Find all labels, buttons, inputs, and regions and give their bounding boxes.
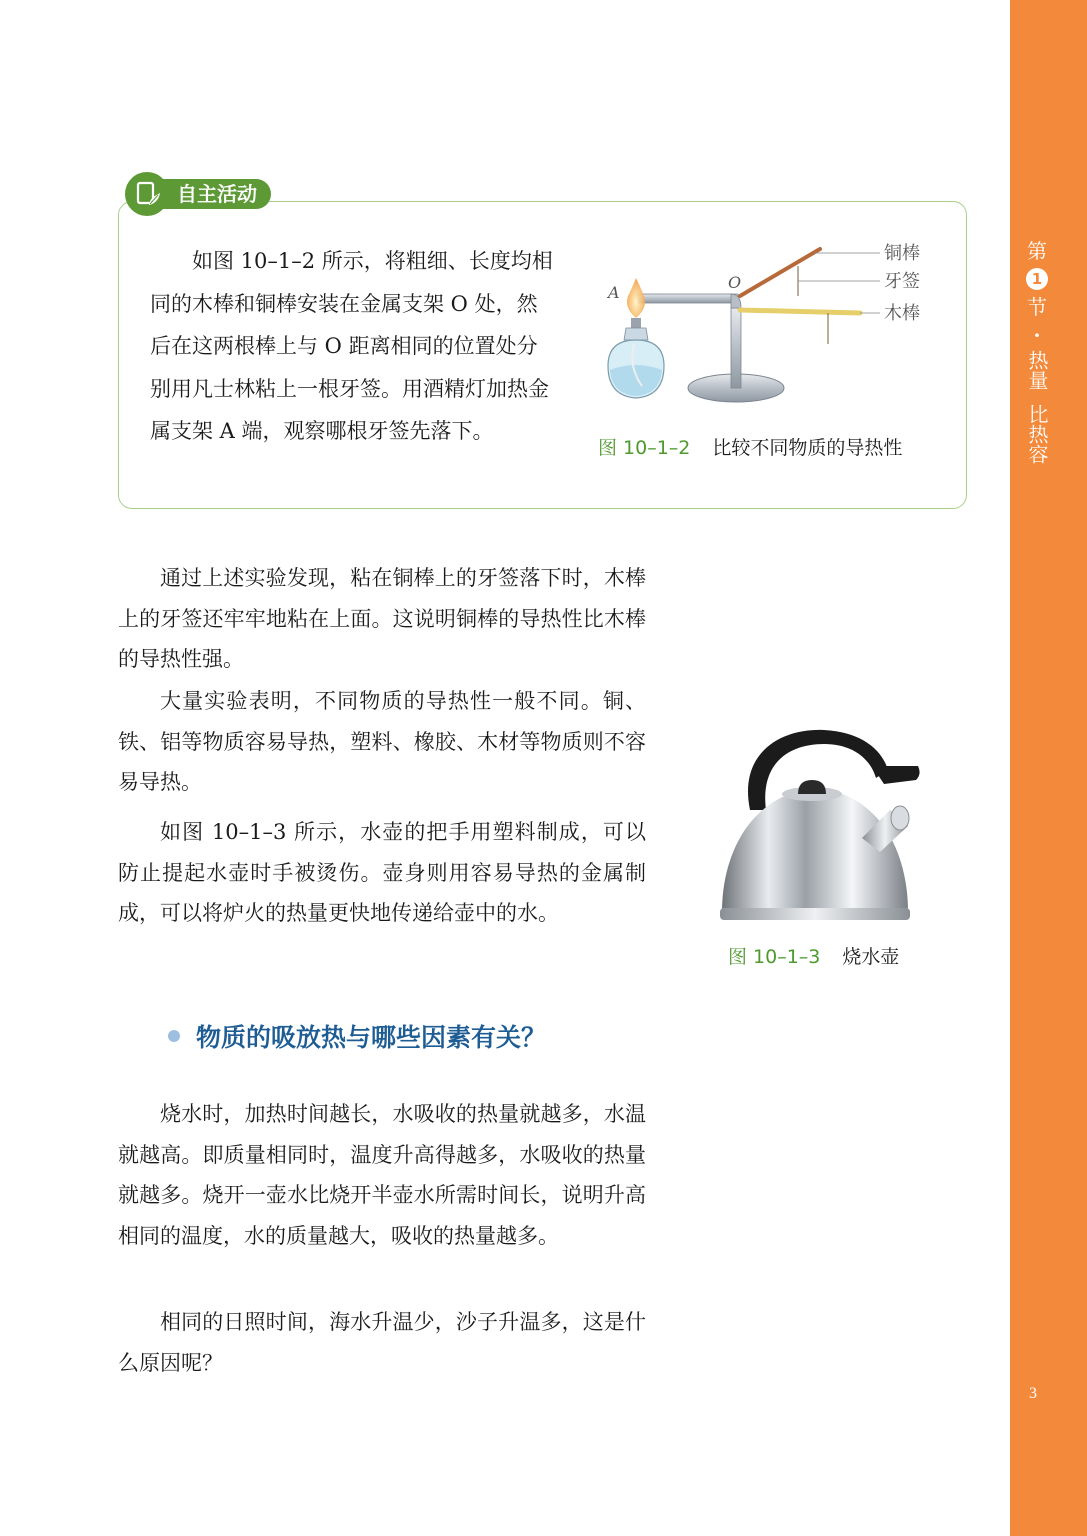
- label-point-o: O: [728, 273, 742, 292]
- chapter-suffix: 节: [1027, 295, 1047, 319]
- figure-caption-kettle: [728, 942, 899, 969]
- paragraph-boiling-water: 烧水时，加热时间越长，水吸收的热量就越多，水温就越高。即质量相同时，温度升高得越多，水吸收的热量就越多。烧开一壶水比烧开半壶水所需时间长，说明升高相同的温度，水的质量越大，吸收的热量越多。: [118, 1102, 646, 1248]
- heat-conduction-apparatus-figure: [598, 236, 958, 426]
- chapter-separator: ·: [1033, 323, 1041, 347]
- paragraph-experiment-result: 通过上述实验发现，粘在铜棒上的牙签落下时，木棒上的牙签还牢牢地粘在上面。这说明铜棒的导热性比木棒的导热性强。: [118, 566, 646, 671]
- tablet-leaf-icon: [125, 172, 169, 216]
- activity-header: [125, 170, 271, 218]
- kettle-figure-number: 图 10–1–3: [728, 946, 821, 968]
- chapter-sidebar: [1010, 0, 1087, 1536]
- paragraph-kettle: 如图 10–1–3 所示，水壶的把手用塑料制成，可以防止提起水壶时手被烫伤。壶身则用容易导热的金属制成，可以将炉火的热量更快地传递给壶中的水。: [118, 820, 646, 925]
- kettle-figure: [712, 722, 924, 927]
- chapter-title-part2: 比热容: [1025, 404, 1049, 464]
- activity-label: 自主活动: [159, 179, 271, 209]
- chapter-number-badge: 1: [1026, 268, 1048, 290]
- page-number: 3: [1029, 1385, 1037, 1402]
- kettle-caption-text: 烧水壶: [842, 946, 900, 968]
- label-toothpick: 牙签: [884, 271, 920, 292]
- figure-number: 图 10–1–2: [598, 437, 691, 459]
- section-title: 物质的吸放热与哪些因素有关？: [196, 1023, 547, 1052]
- section-heading: [168, 1018, 546, 1054]
- activity-text: 如图 10–1–2 所示，将粗细、长度均相同的木棒和铜棒安装在金属支架 O 处，然后在这两根棒上与 O 距离相同的位置处分别用凡士林粘上一根牙签。用酒精灯加热金属支架 A 端，观察哪根牙签先落下。: [150, 249, 553, 443]
- chapter-title-vertical: [1010, 238, 1064, 464]
- paragraph-conductivity: 大量实验表明，不同物质的导热性一般不同。铜、铁、铝等物质容易导热，塑料、橡胶、木材等物质则不容易导热。: [118, 689, 646, 794]
- figure-caption-apparatus: [598, 433, 902, 460]
- label-point-a: A: [608, 283, 620, 302]
- paragraph-question: 相同的日照时间，海水升温少，沙子升温多，这是什么原因呢？: [118, 1310, 646, 1375]
- figure-caption-text: 比较不同物质的导热性: [712, 437, 903, 459]
- label-copper: 铜棒: [884, 243, 920, 264]
- chapter-title-part1: 热量: [1025, 350, 1049, 390]
- chapter-prefix: 第: [1027, 239, 1047, 263]
- bullet-icon: [168, 1030, 180, 1042]
- label-wood: 木棒: [884, 303, 920, 324]
